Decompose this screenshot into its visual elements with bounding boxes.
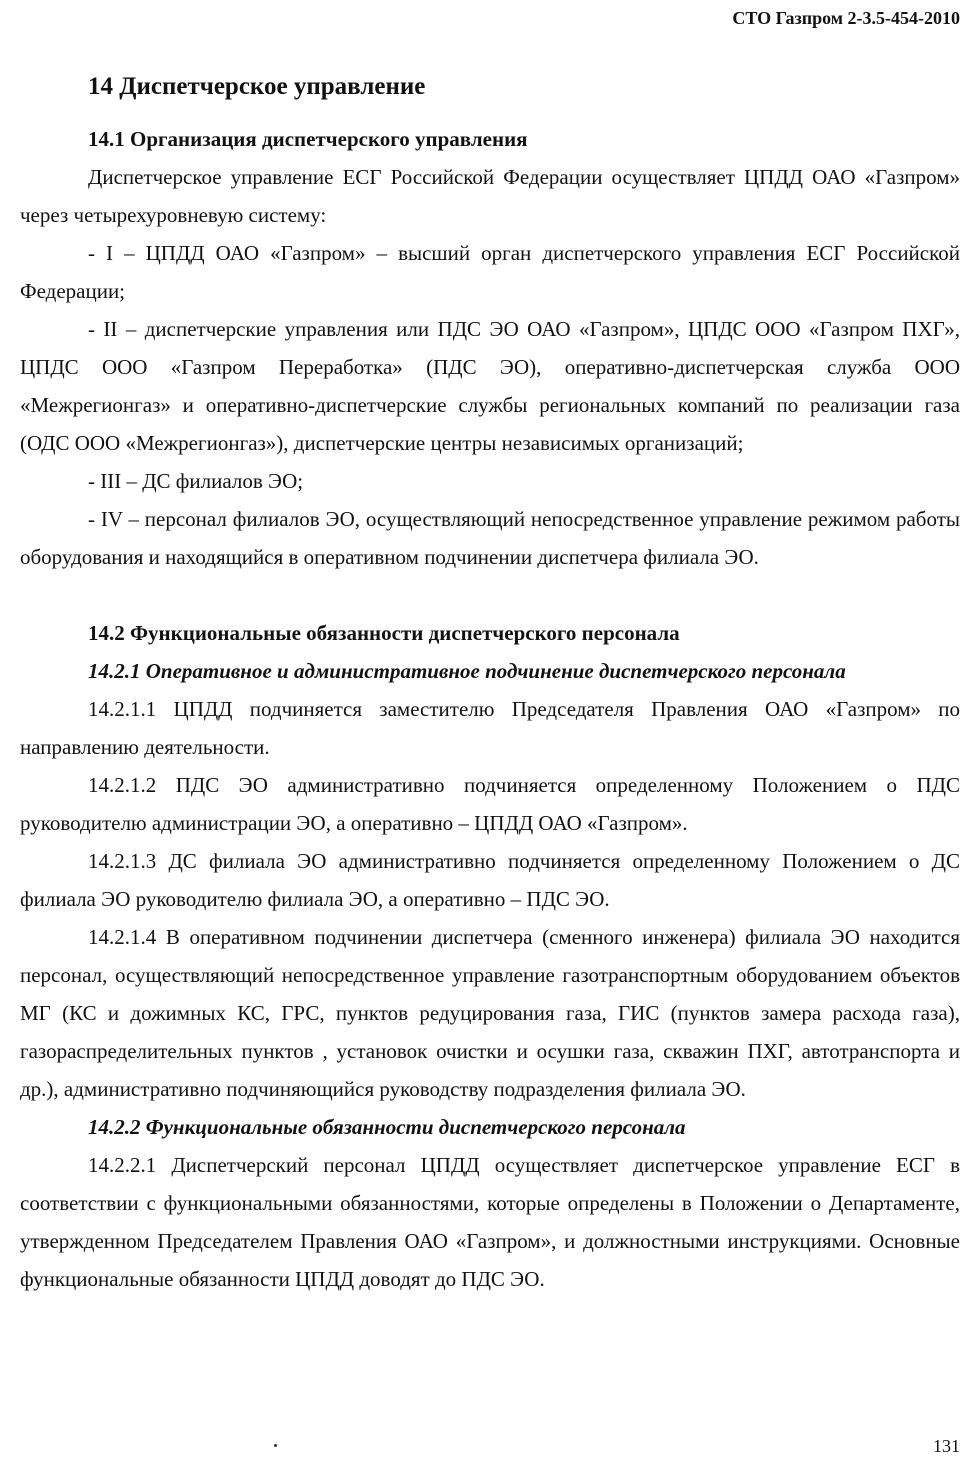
- paragraph: 14.2.1.3 ДС филиала ЭО административно подчиняется определенному Положением о ДС филиала ЭО руководителю филиала ЭО, а оперативно – ПДС ЭО.: [20, 849, 960, 911]
- paragraph: Диспетчерское управление ЕСГ Российской Федерации осуществляет ЦПДД ОАО «Газпром» через четырехуровневую систему:: [20, 165, 960, 227]
- subsection-14-2-1-title: 14.2.1 Оперативное и административное подчинение диспетчерского персонала: [88, 659, 846, 683]
- scan-artifact-dot: [274, 1444, 277, 1447]
- paragraph: 14.2.1.4 В оперативном подчинении диспетчера (сменного инженера) филиала ЭО находится персонал, осуществляющий непосредственное управление газотранспортным оборудованием объектов МГ (КС и дожимных КС, ГРС, пунктов редуцирования газа, ГИС (пунктов замера расхода газа), газораспределительных пунктов , установок очистки и осушки газа, скважин ПХГ, автотранспорта и др.), административно подчиняющийся руководству подразделения филиала ЭО.: [20, 925, 960, 1101]
- chapter-title: 14 Диспетчерское управление: [88, 73, 426, 100]
- list-item-level-1: - I – ЦПДД ОАО «Газпром» – высший орган диспетчерского управления ЕСГ Российской Федерации;: [20, 241, 960, 303]
- list-item-level-4: - IV – персонал филиалов ЭО, осуществляющий непосредственное управление режимом работы оборудования и находящийся в оперативном подчинении диспетчера филиала ЭО.: [20, 507, 960, 569]
- subsection-14-2-2-title: 14.2.2 Функциональные обязанности диспетчерского персонала: [88, 1115, 686, 1139]
- section-14-2-title: 14.2 Функциональные обязанности диспетчерского персонала: [88, 621, 680, 645]
- paragraph: 14.2.1.1 ЦПДД подчиняется заместителю Председателя Правления ОАО «Газпром» по направлению деятельности.: [20, 697, 960, 759]
- list-item-level-2: - II – диспетчерские управления или ПДС ЭО ОАО «Газпром», ЦПДС ООО «Газпром ПХГ», ЦПДС ООО «Газпром Переработка» (ПДС ЭО), оперативно-диспетчерская служба ООО «Межрегионгаз» и оперативно-диспетчерские службы региональных компаний по реализации газа (ОДС ООО «Межрегионгаз»), диспетчерские центры независимых организаций;: [20, 317, 960, 455]
- list-item-level-3: - III – ДС филиалов ЭО;: [88, 469, 304, 493]
- section-spacer: [20, 576, 960, 614]
- paragraph: 14.2.1.2 ПДС ЭО административно подчиняется определенному Положением о ПДС руководителю администрации ЭО, а оперативно – ЦПДД ОАО «Газпром».: [20, 773, 960, 835]
- document-code-header: СТО Газпром 2-3.5-454-2010: [732, 8, 960, 28]
- section-14-1-title: 14.1 Организация диспетчерского управления: [88, 127, 528, 151]
- page-number: 131: [933, 1436, 960, 1456]
- page-content: [20, 64, 960, 1298]
- paragraph: 14.2.2.1 Диспетчерский персонал ЦПДД осуществляет диспетчерское управление ЕСГ в соответствии с функциональными обязанностями, которые определены в Положении о Департаменте, утвержденном Председателем Правления ОАО «Газпром», и должностными инструкциями. Основные функциональные обязанности ЦПДД доводят до ПДС ЭО.: [20, 1153, 960, 1291]
